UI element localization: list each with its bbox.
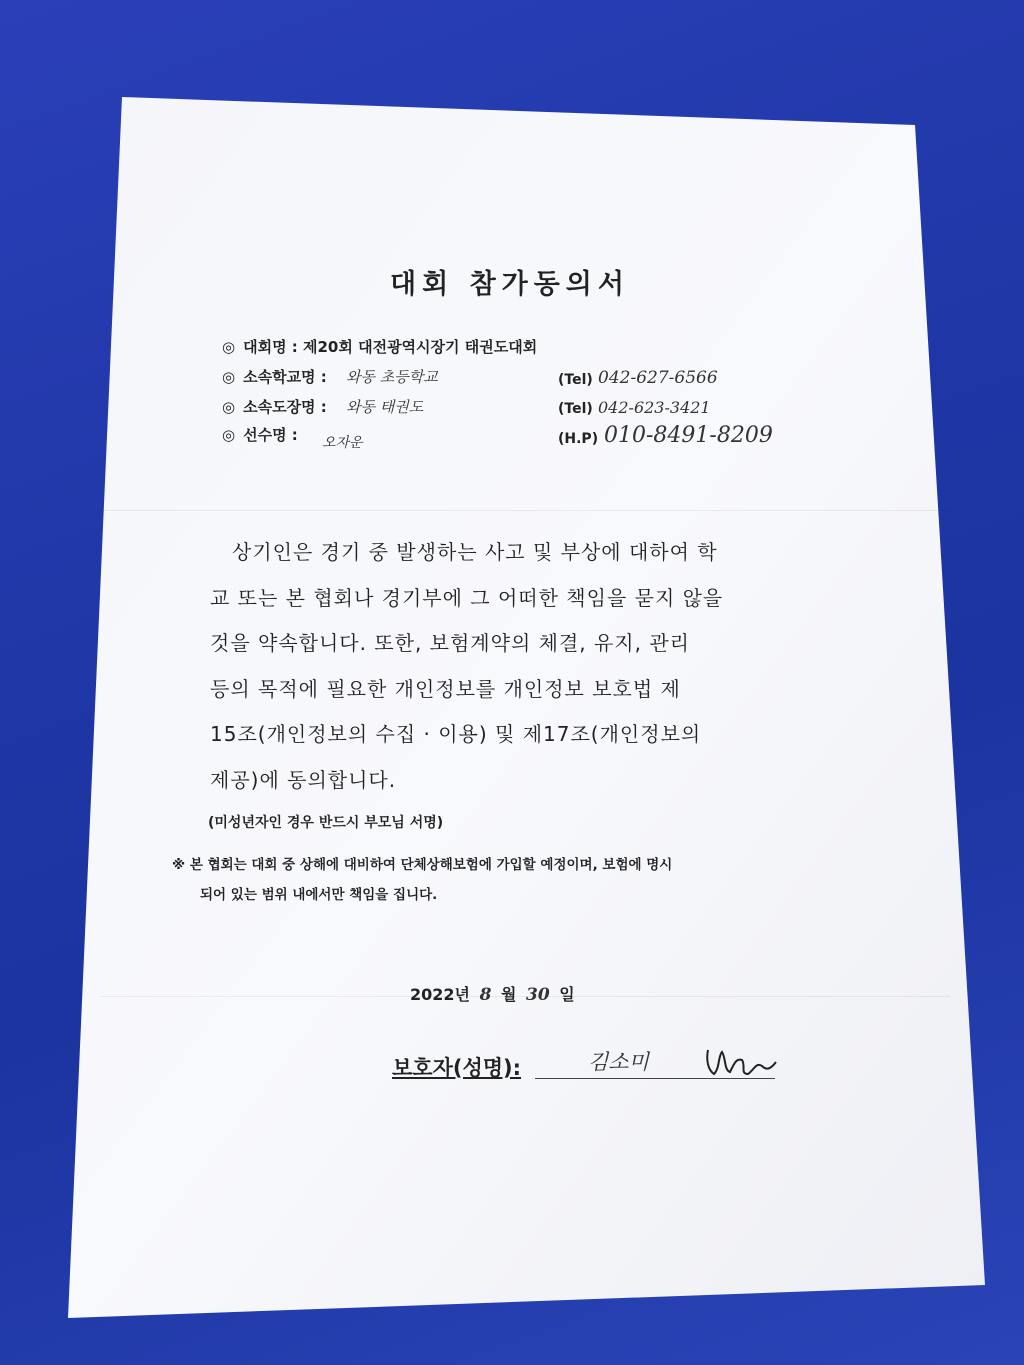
field-school-name (222, 366, 327, 387)
document-title: 대회 참가동의서 (390, 269, 630, 300)
dojang-tel-label: (Tel) (558, 401, 593, 417)
body-line: 상기인은 경기 중 발생하는 사고 및 부상에 대하여 학 (232, 540, 718, 564)
bullet-icon: ◎ (222, 426, 236, 444)
bullet-icon: ◎ (222, 398, 236, 416)
bullet-icon: ◎ (222, 338, 236, 356)
consent-body (210, 530, 790, 803)
field-label: 소속도장명 : (243, 398, 327, 416)
player-phone-label: (H.P) (558, 431, 599, 447)
handwritten-signature-icon (700, 1040, 780, 1082)
date-day-value: 30 (526, 985, 550, 1005)
date-year: 2022년 (410, 985, 470, 1004)
date-day-unit: 일 (559, 985, 575, 1004)
body-line: 15조(개인정보의 수집 · 이용) 및 제17조(개인정보의 (210, 722, 702, 746)
field-dojang-name (222, 396, 327, 417)
guardian-label: 보호자(성명): (392, 1056, 522, 1080)
paper-fold (100, 510, 950, 511)
school-tel-label: (Tel) (558, 372, 593, 388)
player-phone-value: 010-8491-8209 (604, 423, 773, 448)
body-line: 제공)에 동의합니다. (210, 767, 397, 792)
field-competition-name (222, 336, 537, 357)
minor-signature-note: (미성년자인 경우 반드시 부모님 서명) (208, 815, 444, 831)
field-player-name (222, 424, 298, 445)
school-tel-value: 042-627-6566 (598, 368, 718, 388)
insurance-note (172, 850, 832, 910)
date-month-value: 8 (479, 985, 492, 1005)
dojang-tel-value: 042-623-3421 (598, 398, 711, 417)
body-line: 등의 목적에 필요한 개인정보를 개인정보 보호법 제 (210, 676, 681, 701)
date-row (410, 982, 575, 1005)
bullet-icon: ◎ (222, 368, 236, 386)
field-label: 대회명 : 제20회 대전광역시장기 태권도대회 (243, 338, 538, 356)
dojang-name-value: 와동 태권도 (346, 398, 424, 416)
player-name-value: 오자운 (322, 435, 363, 451)
insurance-note-line: 되어 있는 범위 내에서만 책임을 집니다. (200, 887, 438, 903)
field-label: 소속학교명 : (243, 368, 327, 386)
field-label: 선수명 : (243, 426, 298, 444)
body-line: 교 또는 본 협회나 경기부에 그 어떠한 책임을 묻지 않을 (210, 585, 724, 610)
body-line: 것을 약속합니다. 또한, 보험계약의 체결, 유지, 관리 (210, 631, 690, 655)
date-month-unit: 월 (501, 985, 517, 1004)
guardian-name-value: 김소미 (588, 1050, 649, 1074)
school-name-value: 와동 초등학교 (346, 368, 438, 386)
insurance-note-line: ※ 본 협회는 대회 중 상해에 대비하여 단체상해보험에 가입할 예정이며, 보험에 명시 (172, 857, 673, 873)
